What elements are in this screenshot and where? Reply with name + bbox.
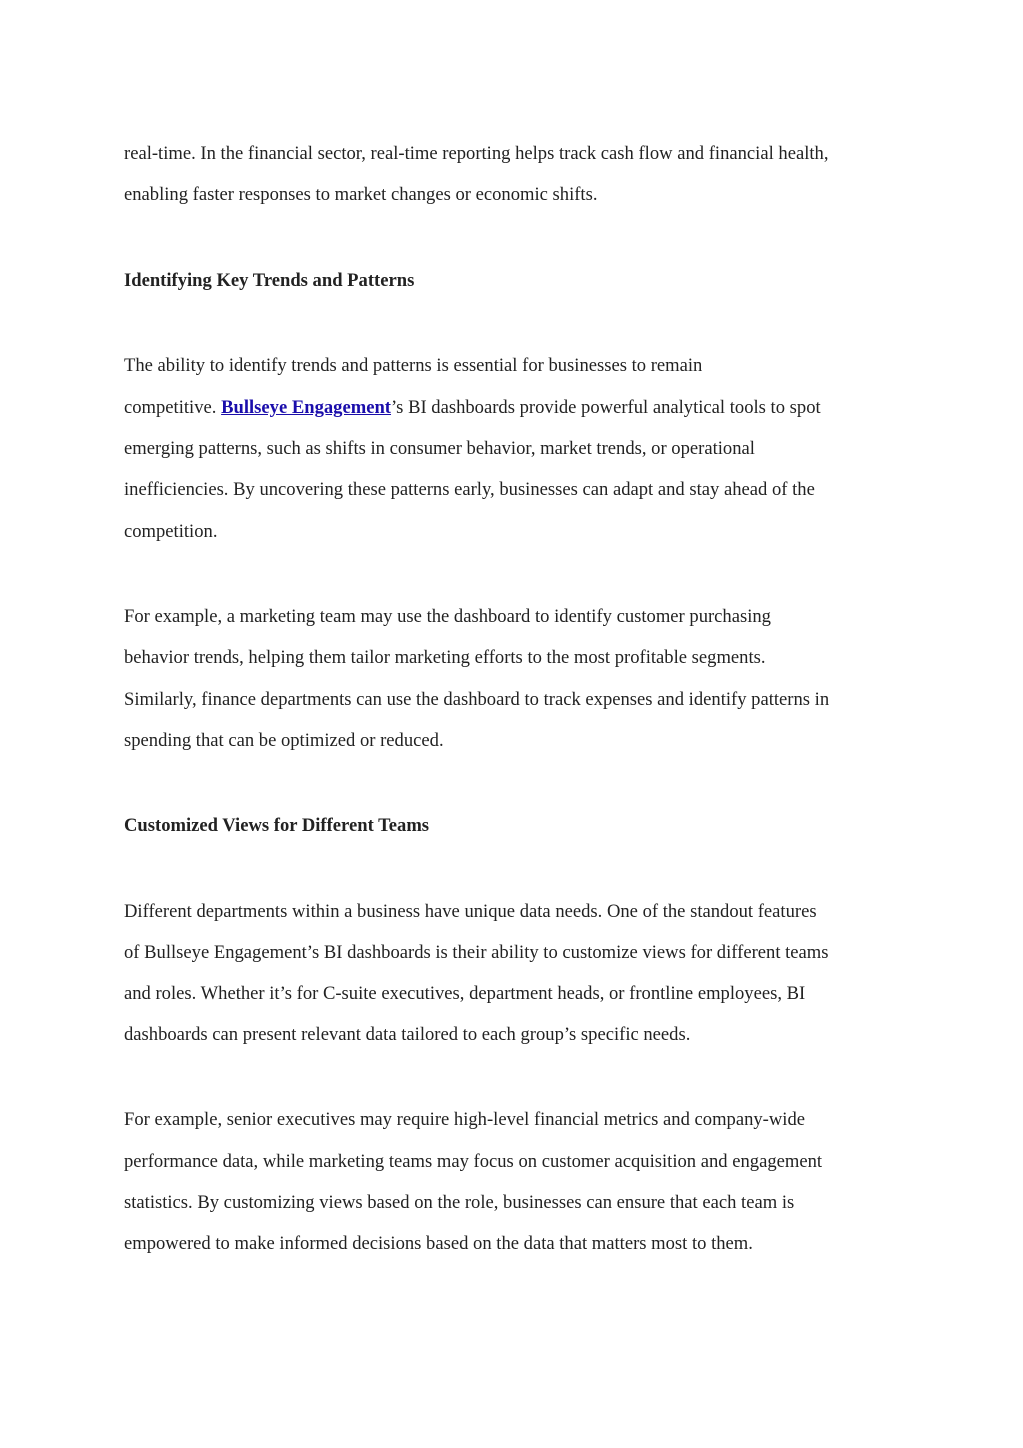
paragraph-views-line-3: and roles. Whether it’s for C-suite executives, department heads, or frontline employees, BI	[124, 983, 806, 1004]
paragraph-intro-line-2: enabling faster responses to market changes or economic shifts.	[124, 184, 598, 205]
paragraph-trends-example-line-1: For example, a marketing team may use the dashboard to identify customer purchasing	[124, 606, 771, 627]
paragraph-views-example-line-3: statistics. By customizing views based on the role, businesses can ensure that each team is	[124, 1192, 795, 1213]
paragraph-trends-example-line-3: Similarly, finance departments can use the dashboard to track expenses and identify patterns in	[124, 689, 830, 710]
bullseye-engagement-link[interactable]: Bullseye Engagement	[221, 397, 392, 418]
paragraph-views-line-4: dashboards can present relevant data tailored to each group’s specific needs.	[124, 1024, 691, 1045]
paragraph-views-line-1: Different departments within a business have unique data needs. One of the standout features	[124, 901, 817, 922]
paragraph-intro-line-1: real-time. In the financial sector, real-time reporting helps track cash flow and financial health,	[124, 143, 829, 164]
paragraph-trends-line-5: competition.	[124, 521, 218, 542]
section-heading-trends: Identifying Key Trends and Patterns	[124, 270, 415, 291]
section-heading-views: Customized Views for Different Teams	[124, 815, 430, 836]
paragraph-views-example-line-2: performance data, while marketing teams may focus on customer acquisition and engagement	[124, 1151, 823, 1172]
paragraph-trends-line-2	[124, 396, 821, 420]
paragraph-views-line-2: of Bullseye Engagement’s BI dashboards is their ability to customize views for different teams	[124, 942, 829, 963]
paragraph-trends-line-1: The ability to identify trends and patterns is essential for businesses to remain	[124, 355, 703, 376]
paragraph-trends-line-3: emerging patterns, such as shifts in consumer behavior, market trends, or operational	[124, 438, 755, 459]
paragraph-trends-example-line-2: behavior trends, helping them tailor marketing efforts to the most profitable segments.	[124, 647, 766, 668]
paragraph-views-example-line-4: empowered to make informed decisions based on the data that matters most to them.	[124, 1233, 753, 1254]
paragraph-trends-line-2-after: ’s BI dashboards provide powerful analytical tools to spot	[391, 397, 821, 418]
paragraph-views-example-line-1: For example, senior executives may require high-level financial metrics and company-wide	[124, 1109, 806, 1130]
paragraph-trends-line-2-before: competitive.	[124, 397, 222, 418]
paragraph-trends-example-line-4: spending that can be optimized or reduced.	[124, 730, 444, 751]
paragraph-trends-line-4: inefficiencies. By uncovering these patterns early, businesses can adapt and stay ahead of the	[124, 479, 815, 500]
